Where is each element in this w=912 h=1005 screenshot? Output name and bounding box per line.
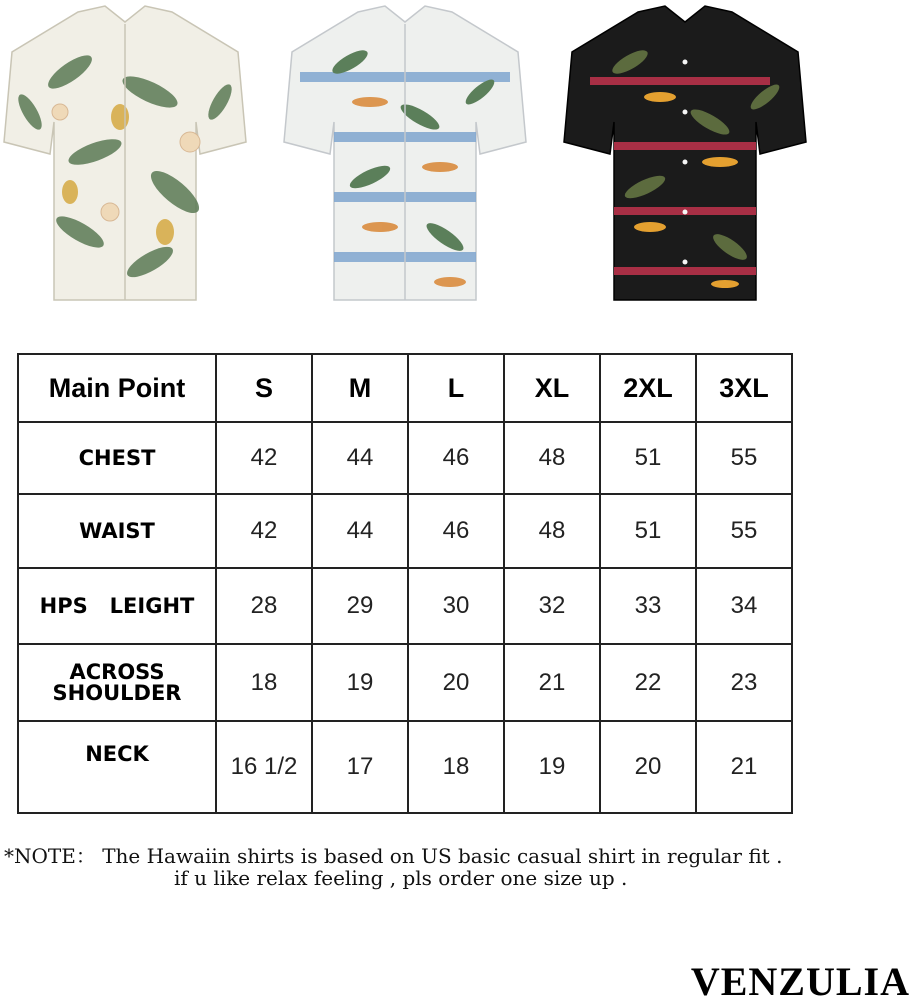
table-cell: 44 bbox=[312, 494, 408, 568]
size-header-l: L bbox=[408, 354, 504, 422]
row-label-text: CHEST bbox=[78, 445, 156, 470]
row-label-waist bbox=[18, 494, 216, 568]
fit-note-line-1: *NOTE： The Hawaiin shirts is based on US basic casual shirt in regular fit . bbox=[4, 844, 783, 868]
size-header-row bbox=[18, 354, 792, 422]
table-cell: 48 bbox=[504, 494, 600, 568]
row-label-neck bbox=[18, 721, 216, 813]
table-cell: 21 bbox=[504, 644, 600, 721]
brand-logo: VENZULIA bbox=[690, 959, 910, 1004]
table-cell: 29 bbox=[312, 568, 408, 644]
table-cell: 18 bbox=[216, 644, 312, 721]
table-cell: 20 bbox=[408, 644, 504, 721]
table-cell: 19 bbox=[312, 644, 408, 721]
table-cell: 17 bbox=[312, 721, 408, 813]
table-cell: 18 bbox=[408, 721, 504, 813]
row-label-across-shoulder bbox=[18, 644, 216, 721]
table-cell: 51 bbox=[600, 422, 696, 494]
white-palm-shirt-image bbox=[0, 2, 250, 302]
blue-beach-shirt-image bbox=[280, 2, 530, 302]
table-row bbox=[18, 644, 792, 721]
table-cell: 46 bbox=[408, 422, 504, 494]
table-cell: 23 bbox=[696, 644, 792, 721]
table-cell: 19 bbox=[504, 721, 600, 813]
size-chart-table bbox=[17, 353, 793, 814]
size-header-xl: XL bbox=[504, 354, 600, 422]
table-cell: 20 bbox=[600, 721, 696, 813]
table-cell: 55 bbox=[696, 422, 792, 494]
size-header-m: M bbox=[312, 354, 408, 422]
table-row bbox=[18, 568, 792, 644]
table-cell: 21 bbox=[696, 721, 792, 813]
table-cell: 51 bbox=[600, 494, 696, 568]
product-images bbox=[0, 0, 912, 310]
table-cell: 42 bbox=[216, 422, 312, 494]
table-cell: 34 bbox=[696, 568, 792, 644]
size-header-s: S bbox=[216, 354, 312, 422]
size-header-3xl: 3XL bbox=[696, 354, 792, 422]
size-header-2xl: 2XL bbox=[600, 354, 696, 422]
table-cell: 22 bbox=[600, 644, 696, 721]
table-cell: 55 bbox=[696, 494, 792, 568]
table-cell: 48 bbox=[504, 422, 600, 494]
main-point-header: Main Point bbox=[18, 354, 216, 422]
table-row bbox=[18, 422, 792, 494]
table-cell: 30 bbox=[408, 568, 504, 644]
table-cell: 46 bbox=[408, 494, 504, 568]
table-row bbox=[18, 494, 792, 568]
row-label-text: NECK bbox=[85, 742, 149, 766]
table-cell: 28 bbox=[216, 568, 312, 644]
row-label-text: WAIST bbox=[79, 518, 155, 543]
row-label-text: HPS LEIGHT bbox=[39, 593, 195, 618]
table-cell: 44 bbox=[312, 422, 408, 494]
table-cell: 32 bbox=[504, 568, 600, 644]
black-sunset-shirt-image bbox=[560, 2, 810, 302]
row-label-text: ACROSS bbox=[69, 659, 165, 684]
fit-note-line-2: if u like relax feeling , pls order one size up . bbox=[174, 866, 628, 890]
row-label-hps-length bbox=[18, 568, 216, 644]
table-cell: 42 bbox=[216, 494, 312, 568]
row-label-text: SHOULDER bbox=[52, 680, 182, 705]
row-label-chest bbox=[18, 422, 216, 494]
table-cell: 33 bbox=[600, 568, 696, 644]
table-cell: 16 1/2 bbox=[216, 721, 312, 813]
table-row bbox=[18, 721, 792, 813]
